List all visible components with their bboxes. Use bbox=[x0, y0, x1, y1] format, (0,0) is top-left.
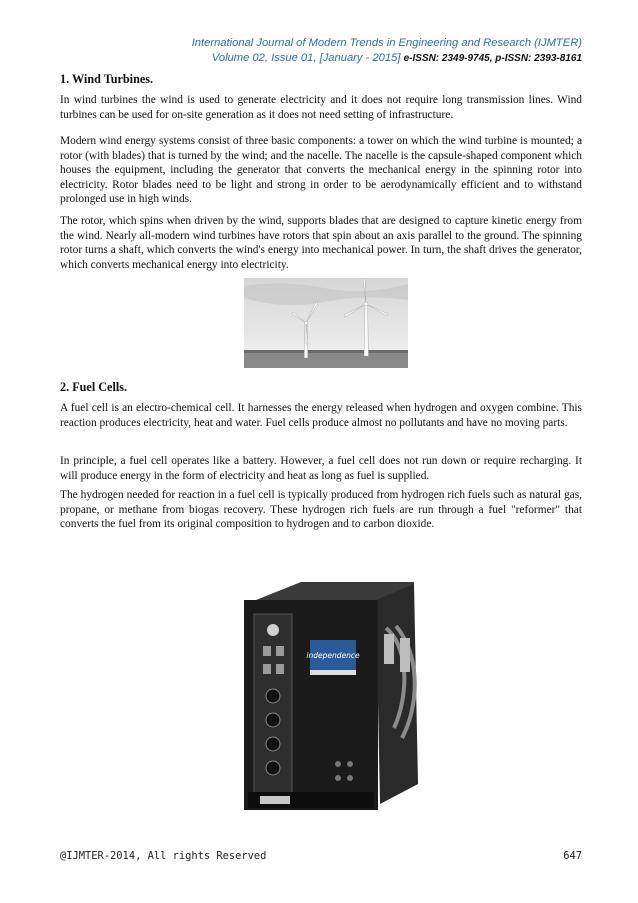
brand-label: independence bbox=[306, 651, 360, 660]
paragraph: A fuel cell is an electro-chemical cell. It harnesses the energy released when hydrogen and oxygen combine. This reaction produces electricity, heat and water. Fuel cells produce almost no pollutants and have no moving parts. bbox=[60, 402, 582, 429]
page-footer bbox=[60, 850, 582, 862]
journal-issn: e-ISSN: 2349-9745, p-ISSN: 2393-8161 bbox=[403, 53, 582, 64]
paragraph: The rotor, which spins when driven by the wind, supports blades that are designed to capture kinetic energy from the wind. Nearly all-modern wind turbines have rotors that spin about an axis parallel to the ground. The spinning rotor turns a shaft, which converts the wind's energy into mechanical power. In turn, the shaft drives the generator, which converts mechanical energy into electricity. bbox=[60, 215, 582, 271]
paragraph: The hydrogen needed for reaction in a fuel cell is typically produced from hydrogen rich fuels such as natural gas, propane, or methane from biogas recovery. These hydrogen rich fuels are run through a fuel "reformer" that converts the fuel from its original composition to hydrogen and to carbon dioxide. bbox=[60, 489, 582, 531]
journal-volume-line bbox=[192, 51, 582, 66]
journal-header bbox=[192, 36, 582, 66]
copyright-text: @IJMTER-2014, All rights Reserved bbox=[60, 850, 267, 862]
fuel-cell-unit-photo bbox=[226, 578, 426, 818]
page-number: 647 bbox=[563, 850, 582, 862]
journal-title: International Journal of Modern Trends in Engineering and Research (IJMTER) bbox=[191, 37, 582, 49]
section-title-wind-turbines: 1. Wind Turbines. bbox=[60, 72, 154, 86]
wind-turbine-photo bbox=[244, 278, 408, 368]
journal-volume: Volume 02, Issue 01, [January - 2015] bbox=[211, 52, 401, 64]
paragraph: Modern wind energy systems consist of three basic components: a tower on which the wind turbine is mounted; a rotor (with blades) that is turned by the wind; and the nacelle. The nacelle is the capsule-shaped component which houses the equipment, including the generator that converts the mechanical energy in the spinning rotor into electricity. Rotor blades need to be light and strong in order to be aerodynamically efficient and to withstand prolonged use in high winds. bbox=[60, 135, 582, 206]
paragraph: In wind turbines the wind is used to generate electricity and it does not require long transmission lines. Wind turbines can be used for on-site generation as it does not need setting of infrastructure. bbox=[60, 94, 582, 121]
section-title-fuel-cells: 2. Fuel Cells. bbox=[60, 380, 128, 394]
paragraph: In principle, a fuel cell operates like a battery. However, a fuel cell does not run down or require recharging. It will produce energy in the form of electricity and heat as long as fuel is supplied. bbox=[60, 455, 582, 482]
